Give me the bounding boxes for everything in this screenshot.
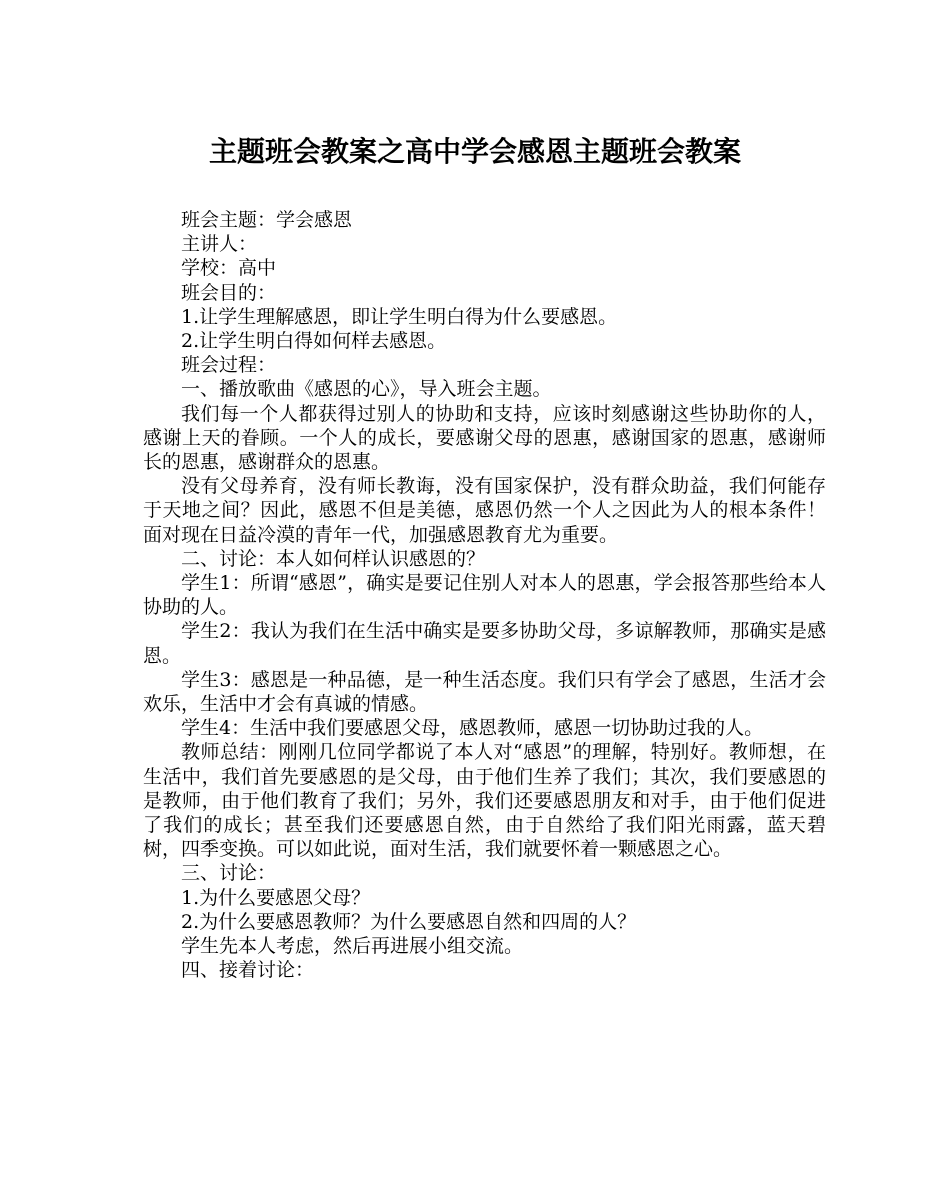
paragraph-meeting-theme: 班会主题：学会感恩	[181, 209, 353, 231]
paragraph-student-3: 学生3：感恩是一种品德，是一种生活态度。我们只有学会了感恩，生活才会欢乐，生活中才会有真诚的情感。	[143, 668, 826, 716]
paragraph-section-1: 一、播放歌曲《感恩的心》，导入班会主题。	[181, 378, 552, 401]
paragraph-section-4: 四、接着讨论：	[181, 959, 315, 982]
paragraph-question-1: 1.为什么要感恩父母？	[181, 886, 371, 909]
paragraph-section-2: 二、讨论：本人如何样认识感恩的？	[181, 547, 486, 570]
paragraph-section-3: 三、讨论：	[181, 862, 277, 885]
paragraph-student-1: 学生1：所谓“感恩”，确实是要记住别人对本人的恩惠，学会报答那些给本人协助的人。	[143, 572, 826, 619]
paragraph-body: 没有父母养育，没有师长教诲，没有国家保护，没有群众助益，我们何能存于天地之间？因此，感恩不但是美德，感恩仍然一个人之因此为人的根本条件！面对现在日益冷漠的青年一代，加强感恩教育尤为重要。	[143, 475, 826, 546]
document-title: 主题班会教案之高中学会感恩主题班会教案	[208, 135, 741, 168]
paragraph-student-4: 学生4：生活中我们要感恩父母，感恩教师，感恩一切协助过我的人。	[181, 717, 764, 740]
paragraph-question-2: 2.为什么要感恩教师？为什么要感恩自然和四周的人？	[181, 910, 637, 933]
paragraph-school: 学校：高中	[181, 257, 277, 280]
paragraph-body: 我们每一个人都获得过别人的协助和支持，应该时刻感谢这些协助你的人，感谢上天的眷顾。一个人的成长，要感谢父母的恩惠，感谢国家的恩惠，感谢师长的恩惠，感谢群众的恩惠。	[143, 402, 826, 474]
paragraph-teacher-summary: 教师总结：刚刚几位同学都说了本人对“感恩”的理解，特别好。教师想，在生活中，我们首先要感恩的是父母，由于他们生养了我们；其次，我们要感恩的是教师，由于他们教育了我们；另外，我们还要感恩朋友和对手，由于他们促进了我们的成长；甚至我们还要感恩自然，由于自然给了我们阳光雨露，蓝天碧树，四季变换。可以如此说，面对生活，我们就要怀着一颗感恩之心。	[143, 741, 826, 861]
paragraph-purpose-heading: 班会目的：	[181, 281, 277, 304]
paragraph-student-2: 学生2：我认为我们在生活中确实是要多协助父母，多谅解教师，那确实是感恩。	[143, 620, 826, 667]
paragraph-group-discussion: 学生先本人考虑，然后再进展小组交流。	[181, 935, 524, 958]
document-body	[143, 208, 826, 983]
paragraph-purpose-2: 2.让学生明白得如何样去感恩。	[181, 330, 447, 353]
paragraph-process-heading: 班会过程：	[181, 354, 277, 377]
paragraph-purpose-1: 1.让学生理解感恩，即让学生明白得为什么要感恩。	[181, 305, 618, 328]
paragraph-speaker: 主讲人：	[181, 233, 258, 256]
